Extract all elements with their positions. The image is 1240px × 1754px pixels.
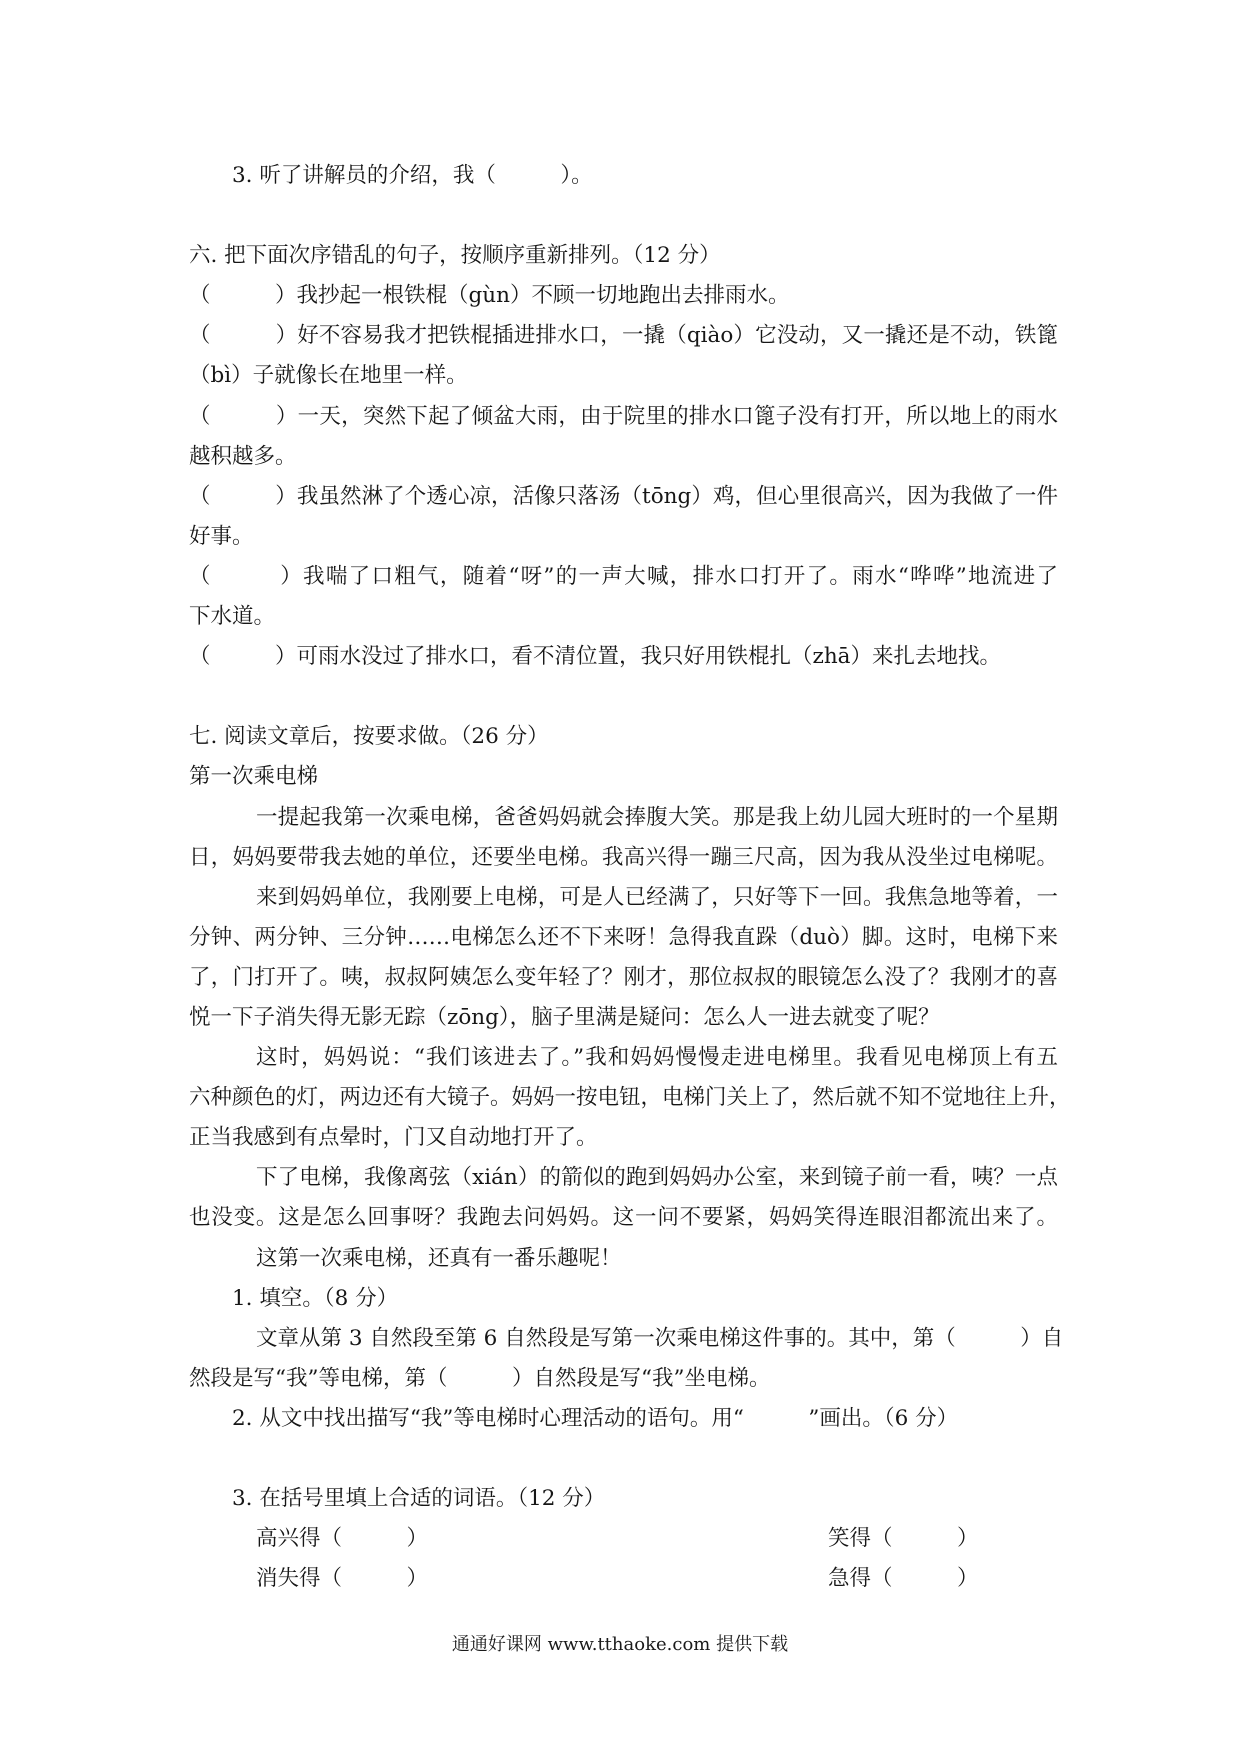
section-6-heading: 六. 把下面次序错乱的句子，按顺序重新排列。（12 分） xyxy=(189,243,721,269)
blank-line xyxy=(189,196,1058,236)
question-3-label: 3. 在括号里填上合适的词语。（12 分） xyxy=(232,1486,606,1512)
article-line: 正当我感到有点晕时，门又自动地打开了。 xyxy=(189,1125,598,1151)
question-1-line: 文章从第 3 自然段至第 6 自然段是写第一次乘电梯这件事的。其中，第（ ）自 xyxy=(256,1325,1064,1351)
section-7-heading: 七. 阅读文章后，按要求做。（26 分） xyxy=(189,724,549,750)
reorder-item-2-cont: （bì）子就像长在地里一样。 xyxy=(189,363,468,389)
answer-row xyxy=(189,1519,1058,1559)
answer-blank: 急得（ ） xyxy=(828,1566,979,1592)
reorder-item-2: （ ）好不容易我才把铁棍插进排水口，一撬（qiào）它没动，又一撬还是不动，铁篦 xyxy=(189,323,1058,349)
blank-line xyxy=(189,677,1058,717)
question-1-label: 1. 填空。（8 分） xyxy=(232,1285,399,1311)
article-line: 这第一次乘电梯，还真有一番乐趣呢！ xyxy=(256,1245,622,1271)
reorder-item-3: （ ）一天，突然下起了倾盆大雨，由于院里的排水口篦子没有打开，所以地上的雨水 xyxy=(189,403,1058,429)
article-line: 这时，妈妈说：“我们该进去了。”我和妈妈慢慢走进电梯里。我看见电梯顶上有五 xyxy=(256,1045,1058,1071)
article-line: 日，妈妈要带我去她的单位，还要坐电梯。我高兴得一蹦三尺高，因为我从没坐过电梯呢。 xyxy=(189,844,1058,870)
article-line: 下了电梯，我像离弦（xián）的箭似的跑到妈妈办公室，来到镜子前一看，咦？一点 xyxy=(256,1165,1058,1191)
answer-blank: 笑得（ ） xyxy=(828,1526,979,1552)
answer-blank: 高兴得（ ） xyxy=(256,1526,429,1552)
footer-credit: 通通好课网 www.tthaoke.com 提供下载 xyxy=(451,1634,789,1655)
reorder-item-6: （ ）可雨水没过了排水口，看不清位置，我只好用铁棍扎（zhā）来扎去地找。 xyxy=(189,644,1001,670)
article-line: 一提起我第一次乘电梯，爸爸妈妈就会捧腹大笑。那是我上幼儿园大班时的一个星期 xyxy=(256,804,1058,830)
question-2-label: 2. 从文中找出描写“我”等电梯时心理活动的语句。用“ ”画出。（6 分） xyxy=(232,1405,959,1431)
reorder-item-4-cont: 好事。 xyxy=(189,523,254,549)
document-body xyxy=(189,156,1071,1599)
article-line: 六种颜色的灯，两边还有大镜子。妈妈一按电钮，电梯门关上了，然后就不知不觉地往上升， xyxy=(189,1085,1071,1111)
blank-line xyxy=(189,1439,1058,1479)
reorder-item-3-cont: 越积越多。 xyxy=(189,443,297,469)
article-line: 了，门打开了。咦，叔叔阿姨怎么变年轻了？刚才，那位叔叔的眼镜怎么没了？我刚才的喜 xyxy=(189,964,1058,990)
question-1-line: 然段是写“我”等电梯，第（ ）自然段是写“我”坐电梯。 xyxy=(189,1365,771,1391)
question-5-item-3: 3. 听了讲解员的介绍，我（ ）。 xyxy=(232,163,593,188)
reorder-item-1: （ ）我抄起一根铁棍（gùn）不顾一切地跑出去排雨水。 xyxy=(189,283,790,309)
answer-blank: 消失得（ ） xyxy=(256,1566,429,1592)
reorder-item-5: （ ）我喘了口粗气，随着“呀”的一声大喊，排水口打开了。雨水“哗哗”地流进了 xyxy=(189,563,1058,589)
answer-row xyxy=(189,1559,1058,1599)
reorder-item-5-cont: 下水道。 xyxy=(189,604,276,630)
article-line: 悦一下子消失得无影无踪（zōng），脑子里满是疑问：怎么人一进去就变了呢？ xyxy=(189,1004,940,1030)
article-title: 第一次乘电梯 xyxy=(189,764,319,790)
article-line: 分钟、两分钟、三分钟……电梯怎么还不下来呀！急得我直跺（duò）脚。这时，电梯下来 xyxy=(189,924,1058,950)
article-line: 来到妈妈单位，我刚要上电梯，可是人已经满了，只好等下一回。我焦急地等着，一 xyxy=(256,884,1058,910)
article-line: 也没变。这是怎么回事呀？我跑去问妈妈。这一问不要紧，妈妈笑得连眼泪都流出来了。 xyxy=(189,1205,1058,1231)
reorder-item-4: （ ）我虽然淋了个透心凉，活像只落汤（tōng）鸡，但心里很高兴，因为我做了一件 xyxy=(189,483,1058,509)
